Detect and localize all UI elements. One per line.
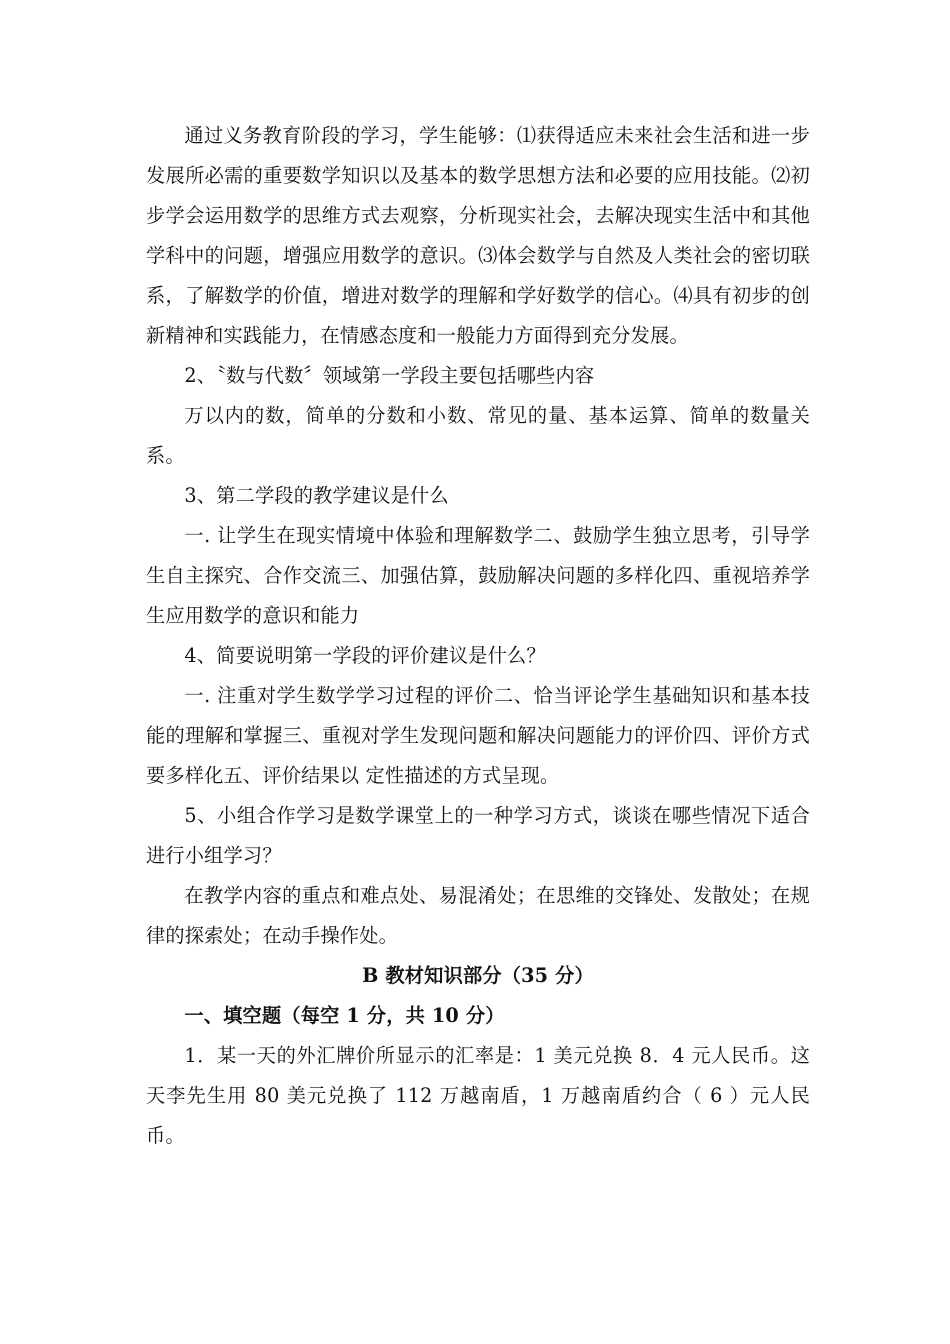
answer-3: 一. 让学生在现实情境中体验和理解数学二、鼓励学生独立思考，引导学生自主探究、合作交流三、加强估算，鼓励解决问题的多样化四、重视培养学生应用数学的意识和能力 (146, 524, 810, 627)
paragraph-objectives: 通过义务教育阶段的学习，学生能够：⑴获得适应未来社会生活和进一步发展所必需的重要数学知识以及基本的数学思想方法和必要的应用技能。⑵初步学会运用数学的思维方式去观察，分析现实社会，去解决现实生活中和其他学科中的问题，增强应用数学的意识。⑶体会数学与自然及人类社会的密切联系，了解数学的价值，增进对数学的理解和学好数学的信心。⑷具有初步的创新精神和实践能力，在情感态度和一般能力方面得到充分发展。 (146, 124, 810, 347)
question-2: 2、〝数与代数〞领域第一学段主要包括哪些内容 (184, 364, 595, 387)
question-4: 4、简要说明第一学段的评价建议是什么？ (184, 644, 546, 667)
answer-5: 在教学内容的重点和难点处、易混淆处；在思维的交锋处、发散处；在规律的探索处；在动手操作处。 (146, 884, 810, 947)
question-5: 5、小组合作学习是数学课堂上的一种学习方式，谈谈在哪些情况下适合进行小组学习？ (146, 804, 810, 867)
document-page (146, 116, 810, 1156)
fill-in-question-1: 1．某一天的外汇牌价所显示的汇率是：1 美元兑换 8．4 元人民币。这天李先生用 80 美元兑换了 112 万越南盾，1 万越南盾约合（ 6 ）元人民币。 (146, 1044, 810, 1147)
answer-4: 一. 注重对学生数学学习过程的评价二、恰当评论学生基础知识和基本技能的理解和掌握三、重视对学生发现问题和解决问题能力的评价四、评价方式要多样化五、评价结果以 定性描述的方式呈现。 (146, 684, 810, 787)
section-b-heading: B 教材知识部分（35 分） (362, 964, 594, 987)
question-3: 3、第二学段的教学建议是什么 (184, 484, 449, 507)
fill-in-blank-heading: 一、填空题（每空 1 分，共 10 分） (184, 1004, 505, 1027)
answer-2: 万以内的数，简单的分数和小数、常见的量、基本运算、简单的数量关系。 (146, 404, 810, 467)
